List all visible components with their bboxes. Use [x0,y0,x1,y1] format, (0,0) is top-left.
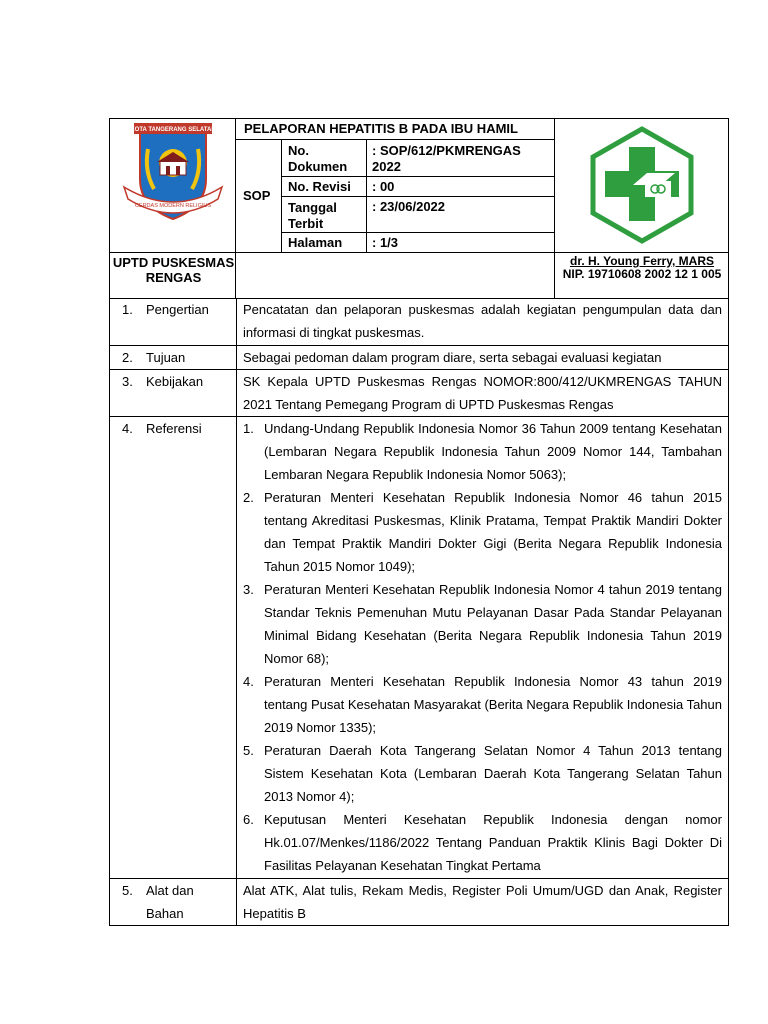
reference-number: 6. [243,812,254,827]
section-label [110,417,237,878]
section-label-text: Alat dan Bahan [146,883,194,921]
blank-cell [235,252,555,299]
section-label-text: Tujuan [146,350,186,365]
reference-item [243,417,722,486]
section-number: 1. [122,302,133,317]
section-label [110,370,237,416]
signer-name: dr. H. Young Ferry, MARS [569,254,715,268]
section-row-referensi [109,417,729,879]
section-label-text: Pengertian [146,302,209,317]
section-content: Alat ATK, Alat tulis, Rekam Medis, Register Poli Umum/UGD dan Anak, Register Hepatitis B [243,883,722,921]
field-value-cell [366,176,555,197]
section-number: 5. [122,883,133,898]
reference-number: 4. [243,674,254,689]
document-header [109,118,729,299]
field-label-cell [281,232,367,253]
emblem-motto-text: CERDAS MODERN RELIGIUS [134,203,212,209]
section-row-kebijakan [109,370,729,417]
field-label-cell [281,196,367,233]
reference-item [243,578,722,670]
reference-text: Peraturan Daerah Kota Tangerang Selatan Nomor 4 Tahun 2013 tentang Sistem Kesehatan Kota (Lembaran Daerah Kota Tangerang Selatan Tahun 2013 Nomor 4); [264,743,722,804]
field-value-cell [366,232,555,253]
title-cell [235,118,555,140]
reference-text: Undang-Undang Republik Indonesia Nomor 36 Tahun 2009 tentang Kesehatan (Lembaran Negara Republik Indonesia Tahun 2009 Nomor 144, Tambahan Lembaran Negara Republik Indonesia Nomor 5063); [264,421,722,482]
field-value-halaman: : 1/3 [372,235,399,250]
kota-tangerang-selatan-emblem-icon [118,121,228,231]
reference-text: Peraturan Menteri Kesehatan Republik Indonesia Nomor 4 tahun 2019 tentang Standar Teknis Pemenuhan Mutu Pelayanan Dasar Pada Standar Pelayanan Minimal Bidang Kesehatan (Berita Negara Republik Indonesia Tahun 2019 Nomor 68); [264,582,722,666]
section-row-tujuan [109,346,729,370]
field-label-cell [281,139,367,177]
logo-cell [109,118,236,252]
signer-nip: NIP. 19710608 2002 12 1 005 [562,267,722,281]
field-value-cell [366,139,555,177]
reference-item [243,670,722,739]
reference-number: 5. [243,743,254,758]
reference-number: 2. [243,490,254,505]
field-value-cell [366,196,555,233]
section-number: 3. [122,374,133,389]
puskesmas-logo-cell [554,118,729,253]
reference-text: Peraturan Menteri Kesehatan Republik Indonesia Nomor 43 tahun 2019 tentang Pusat Kesehatan Masyarakat (Berita Negara Republik Indonesia Tahun 2019 Nomor 1335); [264,674,722,735]
section-number: 2. [122,350,133,365]
field-label-dokumen: No. Dokumen [288,143,348,174]
section-row-pengertian [109,298,729,346]
puskesmas-logo-icon [587,125,697,245]
section-number: 4. [122,421,133,436]
section-label-text: Kebijakan [146,374,204,389]
reference-number: 1. [243,421,254,436]
org-name: UPTD PUSKESMAS RENGAS [112,255,235,285]
emblem-banner-text: KOTA TANGERANG SELATAN [130,127,216,133]
sop-label-cell [235,139,282,253]
reference-item [243,808,722,877]
section-content: Pencatatan dan pelaporan puskesmas adalah kegiatan pengumpulan data dan informasi di tingkat puskesmas. [243,302,722,340]
section-content: Sebagai pedoman dalam program diare, serta sebagai evaluasi kegiatan [243,350,662,365]
section-label-text: Referensi [146,421,202,436]
section-content: SK Kepala UPTD Puskesmas Rengas NOMOR:800/412/UKMRENGAS TAHUN 2021 Tentang Pemegang Program di UPTD Puskesmas Rengas [243,374,722,412]
sop-label: SOP [243,188,271,203]
field-label-halaman: Halaman [288,235,343,250]
field-label-cell [281,176,367,197]
sop-body-table [109,298,729,926]
org-cell [109,252,236,299]
reference-list [237,417,728,877]
section-label [110,879,237,925]
reference-item [243,486,722,578]
field-label-terbit: Tanggal Terbit [288,200,337,231]
reference-item [243,739,722,808]
section-row-alat-bahan [109,879,729,926]
section-label [110,346,237,369]
reference-text: Keputusan Menteri Kesehatan Republik Indonesia dengan nomor Hk.01.07/Menkes/1186/2022 Tentang Panduan Praktik Klinis Bagi Dokter Di Fasilitas Pelayanan Kesehatan Tingkat Pertama [264,812,722,873]
reference-text: Peraturan Menteri Kesehatan Republik Indonesia Nomor 46 tahun 2015 tentang Akreditasi Puskesmas, Klinik Pratama, Tempat Praktik Mandiri Dokter dan Tempat Praktik Mandiri Dokter Gigi (Berita Negara Republik Indonesia Tahun 2015 Nomor 1049); [264,490,722,574]
field-label-revisi: No. Revisi [288,179,351,194]
document-title: PELAPORAN HEPATITIS B PADA IBU HAMIL [244,121,518,136]
signer-cell [554,252,729,299]
field-value-revisi: : 00 [372,179,395,194]
section-label [110,298,237,345]
field-value-dokumen: : SOP/612/PKMRENGAS 2022 [372,143,521,174]
reference-number: 3. [243,582,254,597]
field-value-terbit: : 23/06/2022 [372,199,446,214]
